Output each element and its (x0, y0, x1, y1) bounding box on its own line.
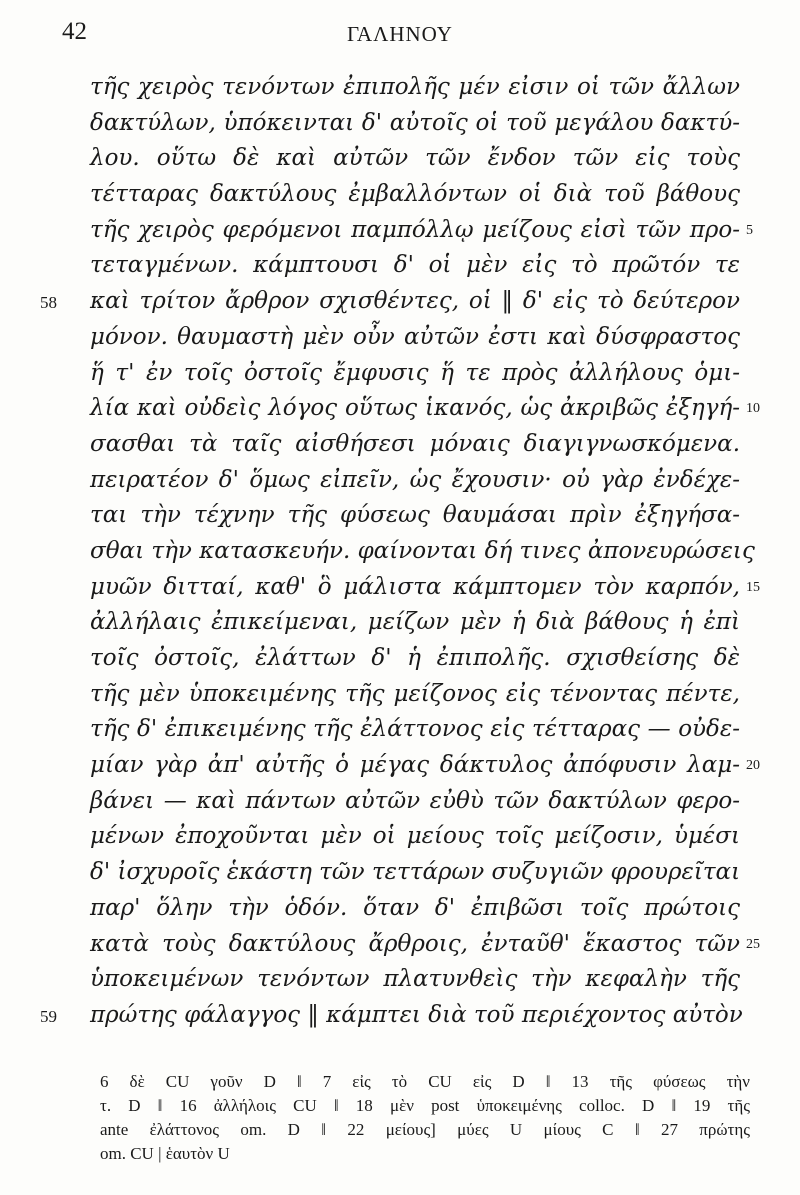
running-head: ΓΑΛΗΝΟΥ (347, 22, 453, 46)
text-line (0, 427, 800, 463)
apparatus-line: om. CU | ἑαυτὸν U (100, 1144, 230, 1163)
text-line-content: δ' ἰσχυροῖς ἑκάστη τῶν τεττάρων συζυγιῶν φρουρεῖται (90, 859, 741, 886)
apparatus-line: 6 δὲ CU γοῦν D ‖ 7 εἰς τὸ CU εἰς D ‖ 13 τῆς φύσεως τὴν (100, 1072, 750, 1091)
text-line-content: σασθαι τὰ ταῖς αἰσθήσεσι μόναις διαγιγνωσκόμενα. (90, 430, 740, 457)
text-line-content: ἀλλήλαις ἐπικείμεναι, μείζων μὲν ἡ διὰ βάθους ἡ ἐπὶ (90, 609, 740, 636)
text-line (0, 891, 800, 927)
text-line (0, 106, 800, 142)
text-line-content: τοῖς ὀστοῖς, ἐλάττων δ' ἡ ἐπιπολῆς. σχισθείσης δὲ (90, 645, 740, 671)
text-line-content: τῆς δ' ἐπικειμένης τῆς ἐλάττονος εἰς τέτταρας — οὐδε- (90, 716, 740, 743)
text-line (0, 213, 800, 249)
text-line (0, 855, 800, 891)
text-line (0, 498, 800, 534)
text-line-content: μυῶν διτταί, καθ' ὃ μάλιστα κάμπτομεν τὸν καρπόν, (90, 573, 740, 600)
text-line-content: μόνον. θαυμαστὴ μὲν οὖν αὐτῶν ἐστι καὶ δύσφραστος (90, 323, 740, 350)
text-line-content: ὑποκειμένων τενόντων πλατυνθεὶς τὴν κεφαλὴν τῆς (90, 966, 740, 993)
text-line (0, 391, 800, 427)
text-line (0, 320, 800, 356)
text-line (0, 962, 800, 998)
text-line-content: τεταγμένων. κάμπτουσι δ' οἱ μὲν εἰς τὸ πρῶτόν τε (90, 252, 740, 279)
text-line-content: πειρατέον δ' ὅμως εἰπεῖν, ὡς ἔχουσιν· οὐ γὰρ ἐνδέχε- (90, 466, 740, 493)
text-line-content: λου. οὕτω δὲ καὶ αὐτῶν τῶν ἔνδον τῶν εἰς τοὺς (90, 145, 740, 172)
apparatus-line: τ. D ‖ 16 ἀλλήλοις CU ‖ 18 μὲν post ὑποκειμένης colloc. D ‖ 19 τῆς (100, 1096, 750, 1115)
text-line (0, 356, 800, 392)
text-line-content: παρ' ὅλην τὴν ὁδόν. ὅταν δ' ἐπιβῶσι τοῖς πρώτοις (90, 894, 740, 921)
text-line-content: ἥ τ' ἐν τοῖς ὀστοῖς ἔμφυσις ἥ τε πρὸς ἀλλήλους ὁμι- (90, 359, 740, 386)
text-line-content: σθαι τὴν κατασκευήν. φαίνονται δή τινες ἀπονευρώσεις (90, 537, 755, 564)
line-number: 5 (746, 222, 753, 238)
page-number: 42 (62, 18, 87, 45)
chapter-number: 58 (40, 293, 57, 313)
text-line (0, 712, 800, 748)
text-line-content: καὶ τρίτον ἄρθρον σχισθέντες, οἱ ‖ δ' εἰς τὸ δεύτερον (90, 288, 740, 315)
text-line-content: μένων ἐποχοῦνται μὲν οἱ μείους τοῖς μείζοσιν, ὑμέσι (90, 823, 740, 850)
line-number: 25 (746, 936, 760, 952)
text-line (0, 248, 800, 284)
text-line-content: δακτύλων, ὑπόκεινται δ' αὐτοῖς οἱ τοῦ μεγάλου δακτύ- (90, 109, 740, 136)
text-line (0, 70, 800, 106)
text-line (0, 534, 800, 570)
text-line-content: βάνει — καὶ πάντων αὐτῶν εὐθὺ τῶν δακτύλων φερο- (90, 787, 740, 814)
text-line (0, 677, 800, 713)
critical-apparatus (100, 1072, 750, 1168)
text-line-content: ται τὴν τέχνην τῆς φύσεως θαυμάσαι πρὶν ἐξηγήσα- (90, 502, 740, 529)
line-number: 10 (746, 401, 760, 417)
text-line (0, 605, 800, 641)
text-line-content: τῆς χειρὸς φερόμενοι παμπόλλῳ μείζους εἰσὶ τῶν προ- (90, 216, 740, 243)
text-line (0, 998, 800, 1034)
apparatus-line: ante ἐλάττονος om. D ‖ 22 μείους] μύες U μίους C ‖ 27 πρώτης (100, 1120, 750, 1139)
text-line (0, 284, 800, 320)
text-line (0, 784, 800, 820)
text-line (0, 819, 800, 855)
text-line (0, 748, 800, 784)
text-line (0, 570, 800, 606)
text-line-content: λία καὶ οὐδεὶς λόγος οὕτως ἱκανός, ὡς ἀκριβῶς ἐξηγή- (90, 395, 740, 422)
text-line-content: τῆς μὲν ὑποκειμένης τῆς μείζονος εἰς τένοντας πέντε, (90, 680, 740, 707)
text-line (0, 641, 800, 677)
line-number: 15 (746, 579, 760, 595)
text-line (0, 927, 800, 963)
text-line-content: πρώτης φάλαγγος ‖ κάμπτει διὰ τοῦ περιέχοντος αὐτὸν (90, 1001, 743, 1028)
text-line-content: μίαν γὰρ ἀπ' αὐτῆς ὁ μέγας δάκτυλος ἀπόφυσιν λαμ- (90, 752, 740, 779)
text-line-content: τέτταρας δακτύλους ἐμβαλλόντων οἱ διὰ τοῦ βάθους (90, 181, 740, 208)
text-line-content: κατὰ τοὺς δακτύλους ἄρθροις, ἐνταῦθ' ἕκαστος τῶν (90, 930, 740, 957)
text-line (0, 141, 800, 177)
chapter-number: 59 (40, 1006, 57, 1026)
text-line (0, 463, 800, 499)
main-text (0, 70, 800, 1034)
text-line-content: τῆς χειρὸς τενόντων ἐπιπολῆς μέν εἰσιν οἱ τῶν ἄλλων (90, 74, 740, 100)
text-line (0, 177, 800, 213)
line-number: 20 (746, 758, 760, 774)
